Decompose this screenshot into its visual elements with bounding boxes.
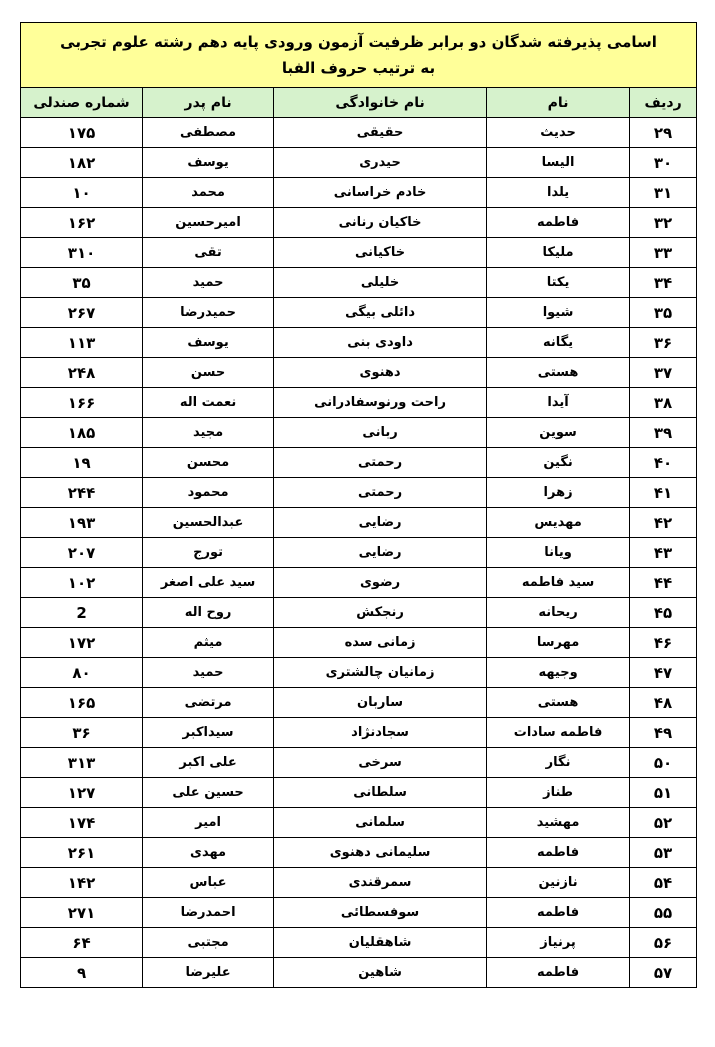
table-row <box>21 658 697 688</box>
cell-family-name: حیدری <box>274 148 487 178</box>
cell-family-name: رضایی <box>274 508 487 538</box>
cell-seat-number: ۲۶۱ <box>21 838 143 868</box>
cell-seat-number: ۱۲۷ <box>21 778 143 808</box>
header-row-number: ردیف <box>630 88 697 118</box>
table-row <box>21 568 697 598</box>
table-row <box>21 598 697 628</box>
cell-first-name: فاطمه <box>487 838 630 868</box>
cell-family-name: سوفسطائی <box>274 898 487 928</box>
cell-family-name: خاکیانی <box>274 238 487 268</box>
cell-father-name: محمد <box>143 178 274 208</box>
cell-first-name: الیسا <box>487 148 630 178</box>
cell-seat-number: ۲۰۷ <box>21 538 143 568</box>
cell-row-number: ۵۳ <box>630 838 697 868</box>
cell-row-number: ۵۶ <box>630 928 697 958</box>
cell-seat-number: ۱۸۵ <box>21 418 143 448</box>
cell-first-name: ملیکا <box>487 238 630 268</box>
table-row <box>21 178 697 208</box>
cell-family-name: دهنوی <box>274 358 487 388</box>
cell-family-name: سمرقندی <box>274 868 487 898</box>
cell-father-name: یوسف <box>143 148 274 178</box>
table-row <box>21 118 697 148</box>
cell-seat-number: ۱۰ <box>21 178 143 208</box>
cell-seat-number: ۲۶۷ <box>21 298 143 328</box>
cell-seat-number: ۱۱۳ <box>21 328 143 358</box>
title-block <box>21 23 697 88</box>
table-row <box>21 958 697 988</box>
header-seat-number: شماره صندلی <box>21 88 143 118</box>
admission-table <box>20 22 697 988</box>
cell-first-name: سید فاطمه <box>487 568 630 598</box>
cell-row-number: ۵۵ <box>630 898 697 928</box>
cell-first-name: زهرا <box>487 478 630 508</box>
cell-first-name: نازنین <box>487 868 630 898</box>
cell-family-name: شاهقلیان <box>274 928 487 958</box>
cell-row-number: ۳۵ <box>630 298 697 328</box>
cell-seat-number: ۱۷۵ <box>21 118 143 148</box>
cell-row-number: ۴۳ <box>630 538 697 568</box>
cell-first-name: پرنیاز <box>487 928 630 958</box>
cell-first-name: مهشید <box>487 808 630 838</box>
table-row <box>21 868 697 898</box>
cell-father-name: میثم <box>143 628 274 658</box>
title-line-1: اسامی پذیرفته شدگان دو برابر ظرفیت آزمون ورودی پایه دهم رشته علوم تجربی <box>60 33 657 51</box>
cell-family-name: دائلی بیگی <box>274 298 487 328</box>
cell-row-number: ۴۶ <box>630 628 697 658</box>
cell-first-name: مهدیس <box>487 508 630 538</box>
table-row <box>21 838 697 868</box>
cell-family-name: خاکیان رنانی <box>274 208 487 238</box>
cell-seat-number: ۱۹۳ <box>21 508 143 538</box>
cell-family-name: راحت ورنوسفادرانی <box>274 388 487 418</box>
table-row <box>21 478 697 508</box>
cell-first-name: فاطمه <box>487 958 630 988</box>
cell-row-number: ۲۹ <box>630 118 697 148</box>
table-row <box>21 418 697 448</box>
cell-first-name: فاطمه <box>487 898 630 928</box>
table-row <box>21 538 697 568</box>
cell-row-number: ۵۲ <box>630 808 697 838</box>
cell-father-name: حسین علی <box>143 778 274 808</box>
cell-first-name: مهرسا <box>487 628 630 658</box>
cell-first-name: سوین <box>487 418 630 448</box>
cell-row-number: ۴۱ <box>630 478 697 508</box>
cell-row-number: ۵۱ <box>630 778 697 808</box>
cell-row-number: ۵۴ <box>630 868 697 898</box>
cell-seat-number: ۸۰ <box>21 658 143 688</box>
cell-father-name: عباس <box>143 868 274 898</box>
table-row <box>21 748 697 778</box>
cell-family-name: سلیمانی دهنوی <box>274 838 487 868</box>
cell-seat-number: 2 <box>21 598 143 628</box>
cell-father-name: یوسف <box>143 328 274 358</box>
cell-family-name: رحمتی <box>274 448 487 478</box>
cell-first-name: حدیث <box>487 118 630 148</box>
cell-family-name: رضایی <box>274 538 487 568</box>
cell-father-name: حسن <box>143 358 274 388</box>
cell-seat-number: ۱۶۵ <box>21 688 143 718</box>
table-row <box>21 148 697 178</box>
cell-first-name: هستی <box>487 688 630 718</box>
header-first-name: نام <box>487 88 630 118</box>
cell-seat-number: ۱۰۲ <box>21 568 143 598</box>
cell-first-name: یکتا <box>487 268 630 298</box>
cell-seat-number: ۳۱۳ <box>21 748 143 778</box>
cell-seat-number: ۳۱۰ <box>21 238 143 268</box>
table-row <box>21 298 697 328</box>
cell-family-name: رضوی <box>274 568 487 598</box>
cell-seat-number: ۳۵ <box>21 268 143 298</box>
cell-row-number: ۴۲ <box>630 508 697 538</box>
table-row <box>21 808 697 838</box>
cell-seat-number: ۲۷۱ <box>21 898 143 928</box>
cell-father-name: عبدالحسین <box>143 508 274 538</box>
cell-family-name: سرخی <box>274 748 487 778</box>
cell-seat-number: ۱۴۲ <box>21 868 143 898</box>
header-family-name: نام خانوادگی <box>274 88 487 118</box>
cell-seat-number: ۱۶۲ <box>21 208 143 238</box>
table-row <box>21 628 697 658</box>
column-headers <box>21 88 697 118</box>
cell-father-name: مجید <box>143 418 274 448</box>
cell-first-name: شیوا <box>487 298 630 328</box>
table-row <box>21 508 697 538</box>
cell-row-number: ۴۹ <box>630 718 697 748</box>
cell-row-number: ۳۲ <box>630 208 697 238</box>
table-row <box>21 718 697 748</box>
table-row <box>21 208 697 238</box>
cell-first-name: فاطمه سادات <box>487 718 630 748</box>
cell-father-name: تقی <box>143 238 274 268</box>
cell-father-name: روح اله <box>143 598 274 628</box>
cell-seat-number: ۱۷۲ <box>21 628 143 658</box>
cell-father-name: حمید <box>143 268 274 298</box>
cell-first-name: فاطمه <box>487 208 630 238</box>
cell-father-name: سیداکبر <box>143 718 274 748</box>
cell-row-number: ۳۰ <box>630 148 697 178</box>
cell-seat-number: ۹ <box>21 958 143 988</box>
cell-first-name: آیدا <box>487 388 630 418</box>
cell-father-name: مرتضی <box>143 688 274 718</box>
table-row <box>21 448 697 478</box>
cell-father-name: سید علی اصغر <box>143 568 274 598</box>
table-row <box>21 328 697 358</box>
cell-father-name: حمید <box>143 658 274 688</box>
cell-father-name: مجتبی <box>143 928 274 958</box>
cell-first-name: ویانا <box>487 538 630 568</box>
cell-father-name: مصطفی <box>143 118 274 148</box>
cell-family-name: رنجکش <box>274 598 487 628</box>
cell-row-number: ۵۷ <box>630 958 697 988</box>
cell-seat-number: ۲۴۴ <box>21 478 143 508</box>
cell-family-name: ساربان <box>274 688 487 718</box>
cell-seat-number: ۳۶ <box>21 718 143 748</box>
cell-family-name: خلیلی <box>274 268 487 298</box>
table-body <box>21 118 697 988</box>
cell-row-number: ۳۳ <box>630 238 697 268</box>
cell-family-name: ربانی <box>274 418 487 448</box>
cell-row-number: ۳۷ <box>630 358 697 388</box>
cell-row-number: ۴۵ <box>630 598 697 628</box>
cell-family-name: حقیقی <box>274 118 487 148</box>
cell-family-name: سجادنژاد <box>274 718 487 748</box>
cell-family-name: سلطانی <box>274 778 487 808</box>
cell-father-name: امیر <box>143 808 274 838</box>
cell-father-name: حمیدرضا <box>143 298 274 328</box>
cell-family-name: شاهین <box>274 958 487 988</box>
cell-family-name: سلمانی <box>274 808 487 838</box>
cell-seat-number: ۶۴ <box>21 928 143 958</box>
cell-family-name: زمانی سده <box>274 628 487 658</box>
cell-family-name: خادم خراسانی <box>274 178 487 208</box>
cell-row-number: ۳۶ <box>630 328 697 358</box>
cell-first-name: نگین <box>487 448 630 478</box>
cell-row-number: ۳۱ <box>630 178 697 208</box>
cell-first-name: نگار <box>487 748 630 778</box>
cell-first-name: وجیهه <box>487 658 630 688</box>
cell-father-name: احمدرضا <box>143 898 274 928</box>
cell-father-name: امیرحسین <box>143 208 274 238</box>
cell-row-number: ۴۸ <box>630 688 697 718</box>
cell-seat-number: ۱۷۴ <box>21 808 143 838</box>
cell-father-name: علی اکبر <box>143 748 274 778</box>
table-row <box>21 688 697 718</box>
cell-father-name: تورج <box>143 538 274 568</box>
header-father-name: نام پدر <box>143 88 274 118</box>
table-row <box>21 928 697 958</box>
admission-list-sheet <box>20 22 696 988</box>
table-row <box>21 778 697 808</box>
cell-seat-number: ۱۶۶ <box>21 388 143 418</box>
cell-seat-number: ۲۴۸ <box>21 358 143 388</box>
table-row <box>21 238 697 268</box>
cell-first-name: طناز <box>487 778 630 808</box>
table-row <box>21 268 697 298</box>
cell-first-name: یگانه <box>487 328 630 358</box>
cell-row-number: ۴۴ <box>630 568 697 598</box>
cell-row-number: ۴۷ <box>630 658 697 688</box>
table-row <box>21 898 697 928</box>
table-row <box>21 358 697 388</box>
cell-first-name: ریحانه <box>487 598 630 628</box>
cell-seat-number: ۱۹ <box>21 448 143 478</box>
cell-row-number: ۳۹ <box>630 418 697 448</box>
cell-row-number: ۵۰ <box>630 748 697 778</box>
cell-family-name: رحمتی <box>274 478 487 508</box>
cell-first-name: یلدا <box>487 178 630 208</box>
table-title <box>21 23 697 88</box>
cell-father-name: محمود <box>143 478 274 508</box>
cell-family-name: زمانیان چالشتری <box>274 658 487 688</box>
cell-row-number: ۴۰ <box>630 448 697 478</box>
cell-father-name: نعمت اله <box>143 388 274 418</box>
cell-row-number: ۳۸ <box>630 388 697 418</box>
cell-family-name: داودی بنی <box>274 328 487 358</box>
cell-father-name: محسن <box>143 448 274 478</box>
title-line-2: به ترتیب حروف الفبا <box>281 59 436 77</box>
cell-father-name: علیرضا <box>143 958 274 988</box>
cell-father-name: مهدی <box>143 838 274 868</box>
cell-first-name: هستی <box>487 358 630 388</box>
cell-seat-number: ۱۸۲ <box>21 148 143 178</box>
cell-row-number: ۳۴ <box>630 268 697 298</box>
table-row <box>21 388 697 418</box>
